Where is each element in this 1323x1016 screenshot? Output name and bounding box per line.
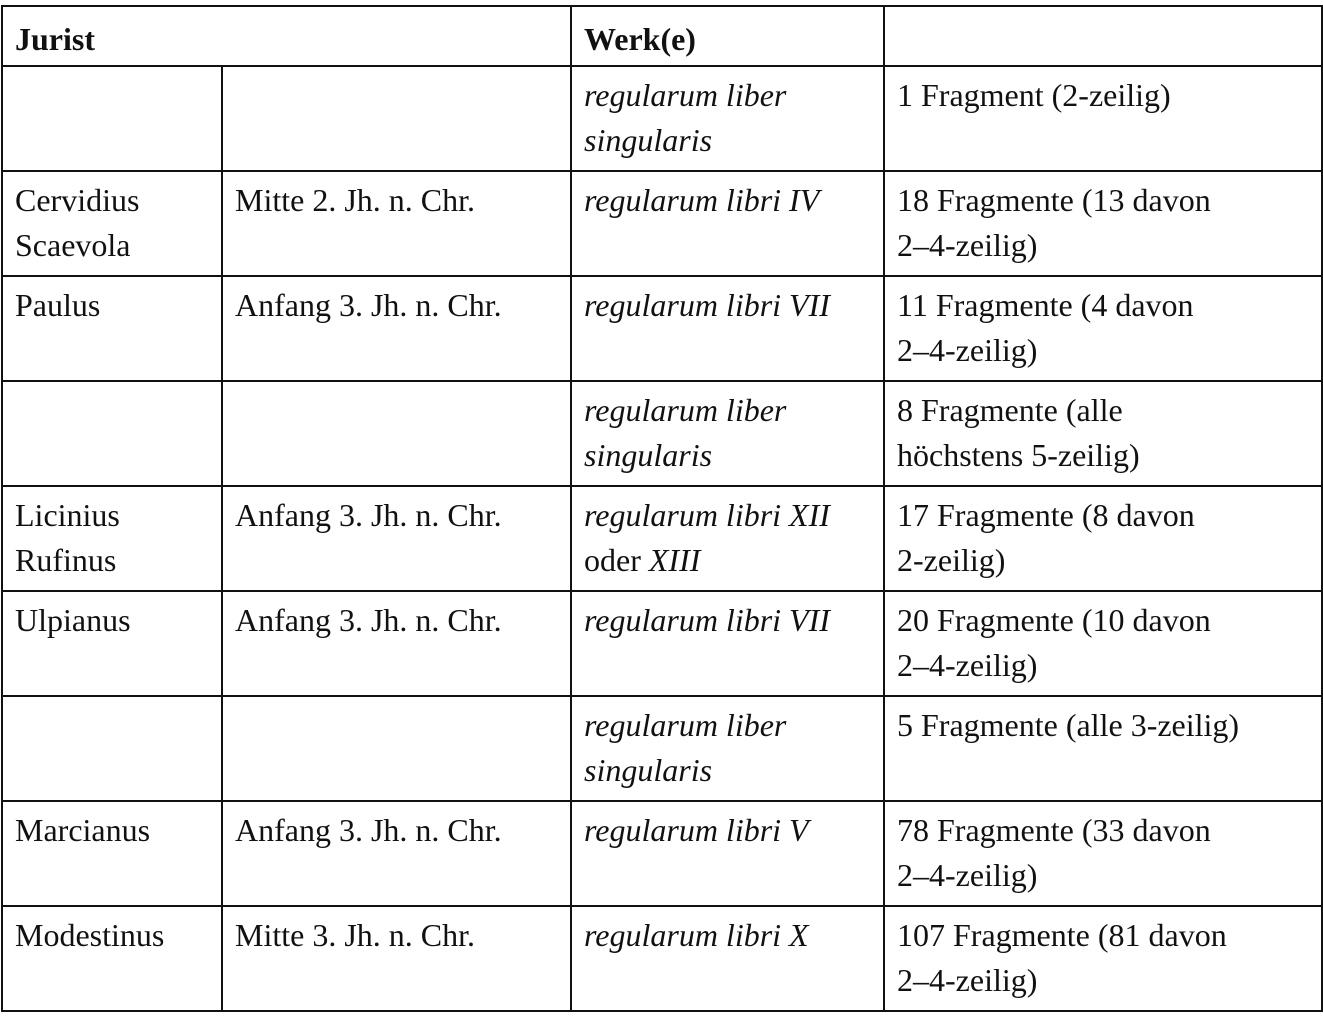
cell-period: Anfang 3. Jh. n. Chr.	[222, 276, 571, 381]
header-umfang	[884, 6, 1322, 66]
work-title-segment: singularis	[584, 437, 713, 473]
fragment-count-line: 20 Fragmente (10 davon	[897, 602, 1211, 638]
jurist-name-line: Scaevola	[15, 227, 131, 263]
work-title-line	[584, 598, 873, 643]
work-title-line	[584, 703, 873, 748]
work-title-segment: regularum libri VII	[584, 602, 830, 638]
fragment-count-line: 5 Fragmente (alle 3-zeilig)	[897, 707, 1240, 743]
cell-work	[571, 381, 884, 486]
table-row	[2, 276, 1322, 381]
cell-fragments	[884, 276, 1322, 381]
cell-period: Mitte 3. Jh. n. Chr.	[222, 906, 571, 1011]
fragment-count-line: 18 Fragmente (13 davon	[897, 182, 1211, 218]
table-row	[2, 171, 1322, 276]
cell-fragments	[884, 486, 1322, 591]
cell-work	[571, 801, 884, 906]
fragment-count-line: 78 Fragmente (33 davon	[897, 812, 1211, 848]
cell-work	[571, 276, 884, 381]
jurist-name-line: Licinius	[15, 497, 120, 533]
table-header-row	[2, 6, 1322, 66]
fragment-count-line: 1 Fragment (2-zeilig)	[897, 77, 1171, 113]
cell-jurist-name	[2, 591, 222, 696]
cell-period	[222, 696, 571, 801]
cell-period	[222, 66, 571, 171]
fragment-count-line: 2–4-zeilig)	[897, 857, 1038, 893]
work-title-segment: regularum liber	[584, 392, 787, 428]
cell-jurist-name	[2, 486, 222, 591]
cell-fragments	[884, 381, 1322, 486]
work-title-segment: regularum libri XII	[584, 497, 830, 533]
cell-fragments	[884, 591, 1322, 696]
work-title-line	[584, 808, 873, 853]
cell-work	[571, 486, 884, 591]
cell-jurist-name	[2, 66, 222, 171]
work-title-segment: regularum liber	[584, 707, 787, 743]
fragment-count-line: 2-zeilig)	[897, 542, 1006, 578]
jurist-name-line: Modestinus	[15, 917, 165, 953]
work-title-line	[584, 748, 873, 793]
work-title-segment: regularum libri VII	[584, 287, 830, 323]
jurist-name-line: Rufinus	[15, 542, 117, 578]
cell-period: Anfang 3. Jh. n. Chr.	[222, 486, 571, 591]
work-title-segment: regularum libri X	[584, 917, 809, 953]
fragment-count-line: höchstens 5-zeilig)	[897, 437, 1140, 473]
work-title-line	[584, 118, 873, 163]
cell-work	[571, 906, 884, 1011]
fragment-count-line: 2–4-zeilig)	[897, 332, 1038, 368]
fragment-count-line: 2–4-zeilig)	[897, 647, 1038, 683]
work-title-segment: XIII	[648, 542, 701, 578]
fragment-count-line: 8 Fragmente (alle	[897, 392, 1123, 428]
cell-jurist-name	[2, 276, 222, 381]
work-title-segment: singularis	[584, 752, 713, 788]
cell-period: Anfang 3. Jh. n. Chr.	[222, 591, 571, 696]
cell-jurist-name	[2, 696, 222, 801]
table-row	[2, 591, 1322, 696]
cell-period	[222, 381, 571, 486]
jurist-name-line: Paulus	[15, 287, 101, 323]
jurist-name-line: Ulpianus	[15, 602, 131, 638]
table-row	[2, 381, 1322, 486]
work-title-line	[584, 388, 873, 433]
work-title-line	[584, 493, 873, 538]
table-row	[2, 66, 1322, 171]
cell-fragments	[884, 801, 1322, 906]
work-title-line	[584, 538, 873, 583]
jurist-name-line: Marcianus	[15, 812, 151, 848]
header-jurist: Jurist	[2, 6, 571, 66]
cell-fragments	[884, 171, 1322, 276]
cell-work	[571, 696, 884, 801]
cell-work	[571, 591, 884, 696]
work-title-segment: regularum libri V	[584, 812, 809, 848]
fragment-count-line: 17 Fragmente (8 davon	[897, 497, 1195, 533]
fragment-count-line: 2–4-zeilig)	[897, 962, 1038, 998]
jurist-name-line: Cervidius	[15, 182, 140, 218]
work-title-line	[584, 913, 873, 958]
cell-fragments	[884, 696, 1322, 801]
fragment-count-line: 2–4-zeilig)	[897, 227, 1038, 263]
work-title-segment: regularum libri IV	[584, 182, 820, 218]
work-title-segment: singularis	[584, 122, 713, 158]
work-title-line	[584, 73, 873, 118]
fragment-count-line: 107 Fragmente (81 davon	[897, 917, 1227, 953]
table-row	[2, 801, 1322, 906]
work-title-segment: oder	[584, 542, 649, 578]
cell-fragments	[884, 906, 1322, 1011]
cell-period: Mitte 2. Jh. n. Chr.	[222, 171, 571, 276]
cell-period: Anfang 3. Jh. n. Chr.	[222, 801, 571, 906]
table-body	[2, 66, 1322, 1011]
cell-work	[571, 66, 884, 171]
work-title-segment: regularum liber	[584, 77, 787, 113]
work-title-line	[584, 433, 873, 478]
cell-fragments	[884, 66, 1322, 171]
jurist-works-table	[1, 5, 1323, 1012]
work-title-line	[584, 283, 873, 328]
cell-jurist-name	[2, 171, 222, 276]
cell-jurist-name	[2, 906, 222, 1011]
work-title-line	[584, 178, 873, 223]
cell-jurist-name	[2, 801, 222, 906]
table-row	[2, 906, 1322, 1011]
cell-work	[571, 171, 884, 276]
cell-jurist-name	[2, 381, 222, 486]
header-werk: Werk(e)	[571, 6, 884, 66]
fragment-count-line: 11 Fragmente (4 davon	[897, 287, 1194, 323]
table-row	[2, 486, 1322, 591]
table-row	[2, 696, 1322, 801]
